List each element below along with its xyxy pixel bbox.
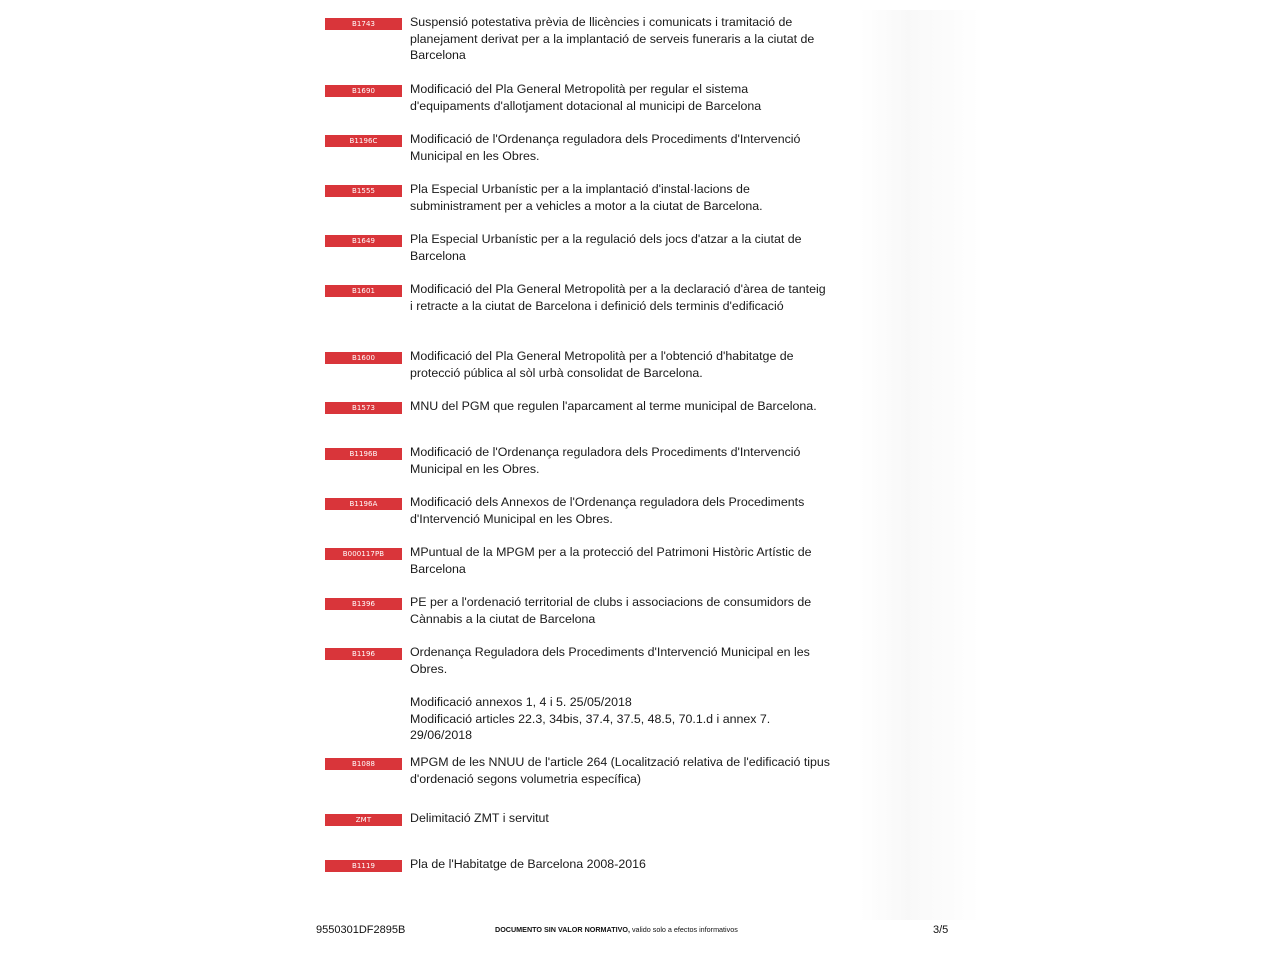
entry-description: Suspensió potestativa prèvia de llicències i comunicats i tramitació de planejament derivat per a la implantació de serveis funeraris a la ciutat de Barcelona bbox=[410, 15, 815, 63]
disclaimer-bold: DOCUMENTO SIN VALOR NORMATIVO, bbox=[495, 925, 630, 934]
entry-description: Modificació de l'Ordenança reguladora dels Procediments d'Intervenció Municipal en les Obres. bbox=[410, 445, 801, 476]
entry-description: Modificació del Pla General Metropolità per regular el sistema d'equipaments d'allotjament dotacional al municipi de Barcelona bbox=[410, 82, 762, 113]
entry-code-badge: B1649 bbox=[325, 235, 402, 247]
entry-code-badge: B1196B bbox=[325, 448, 402, 460]
amendment-note-line: Modificació articles 22.3, 34bis, 37.4, 37.5, 48.5, 70.1.d i annex 7. 29/06/2018 bbox=[410, 711, 771, 743]
document-reference: 9550301DF2895B bbox=[316, 924, 406, 936]
entry-code-badge: B1396 bbox=[325, 598, 402, 610]
entry-code-badge: B1196A bbox=[325, 498, 402, 510]
scan-artifact-strip bbox=[860, 10, 980, 920]
entry-code-badge: B1555 bbox=[325, 185, 402, 197]
entry-code-badge: B1088 bbox=[325, 758, 402, 770]
entry-code-badge: B1601 bbox=[325, 285, 402, 297]
entry-description: Modificació del Pla General Metropolità per a la declaració d'àrea de tanteig i retracte a la ciutat de Barcelona i definició dels terminis d'edificació bbox=[410, 282, 826, 313]
entry-description: PE per a l'ordenació territorial de clubs i associacions de consumidors de Cànnabis a la ciutat de Barcelona bbox=[410, 595, 812, 626]
entry-description: MPGM de les NNUU de l'article 264 (Localització relativa de l'edificació tipus d'ordenació segons volumetria específica) bbox=[410, 755, 830, 786]
entry-description: Modificació del Pla General Metropolità per a l'obtenció d'habitatge de protecció pública al sòl urbà consolidat de Barcelona. bbox=[410, 349, 794, 380]
entry-description: Delimitació ZMT i servitut bbox=[410, 811, 549, 825]
entry-description: Pla Especial Urbanístic per a la implantació d'instal·lacions de subministrament per a vehicles a motor a la ciutat de Barcelona. bbox=[410, 182, 763, 213]
entry-code-badge: B1196C bbox=[325, 135, 402, 147]
entry-description: Modificació dels Annexos de l'Ordenança reguladora dels Procediments d'Intervenció Municipal en les Obres. bbox=[410, 495, 805, 526]
entry-code-badge: B1690 bbox=[325, 85, 402, 97]
entry-description: Ordenança Reguladora dels Procediments d'Intervenció Municipal en les Obres. bbox=[410, 645, 810, 676]
entry-code-badge: B000117PB bbox=[325, 548, 402, 560]
entry-description: MPuntual de la MPGM per a la protecció del Patrimoni Històric Artístic de Barcelona bbox=[410, 545, 812, 576]
entry-description: MNU del PGM que regulen l'aparcament al terme municipal de Barcelona. bbox=[410, 399, 817, 413]
entry-description: Pla Especial Urbanístic per a la regulació dels jocs d'atzar a la ciutat de Barcelona bbox=[410, 232, 802, 263]
entry-description: Pla de l'Habitatge de Barcelona 2008-2016 bbox=[410, 857, 646, 871]
amendment-note-line: Modificació annexos 1, 4 i 5. 25/05/2018 bbox=[410, 695, 632, 709]
entry-code-badge: B1196 bbox=[325, 648, 402, 660]
disclaimer bbox=[495, 925, 738, 934]
disclaimer-rest: valido solo a efectos informativos bbox=[629, 925, 738, 934]
entry-code-badge: B1600 bbox=[325, 352, 402, 364]
page-number: 3/5 bbox=[933, 924, 949, 936]
entry-description: Modificació de l'Ordenança reguladora dels Procediments d'Intervenció Municipal en les Obres. bbox=[410, 132, 801, 163]
entry-code-badge: B1119 bbox=[325, 860, 402, 872]
entry-code-badge: ZMT bbox=[325, 814, 402, 826]
entry-code-badge: B1573 bbox=[325, 402, 402, 414]
entry-code-badge: B1743 bbox=[325, 18, 402, 30]
